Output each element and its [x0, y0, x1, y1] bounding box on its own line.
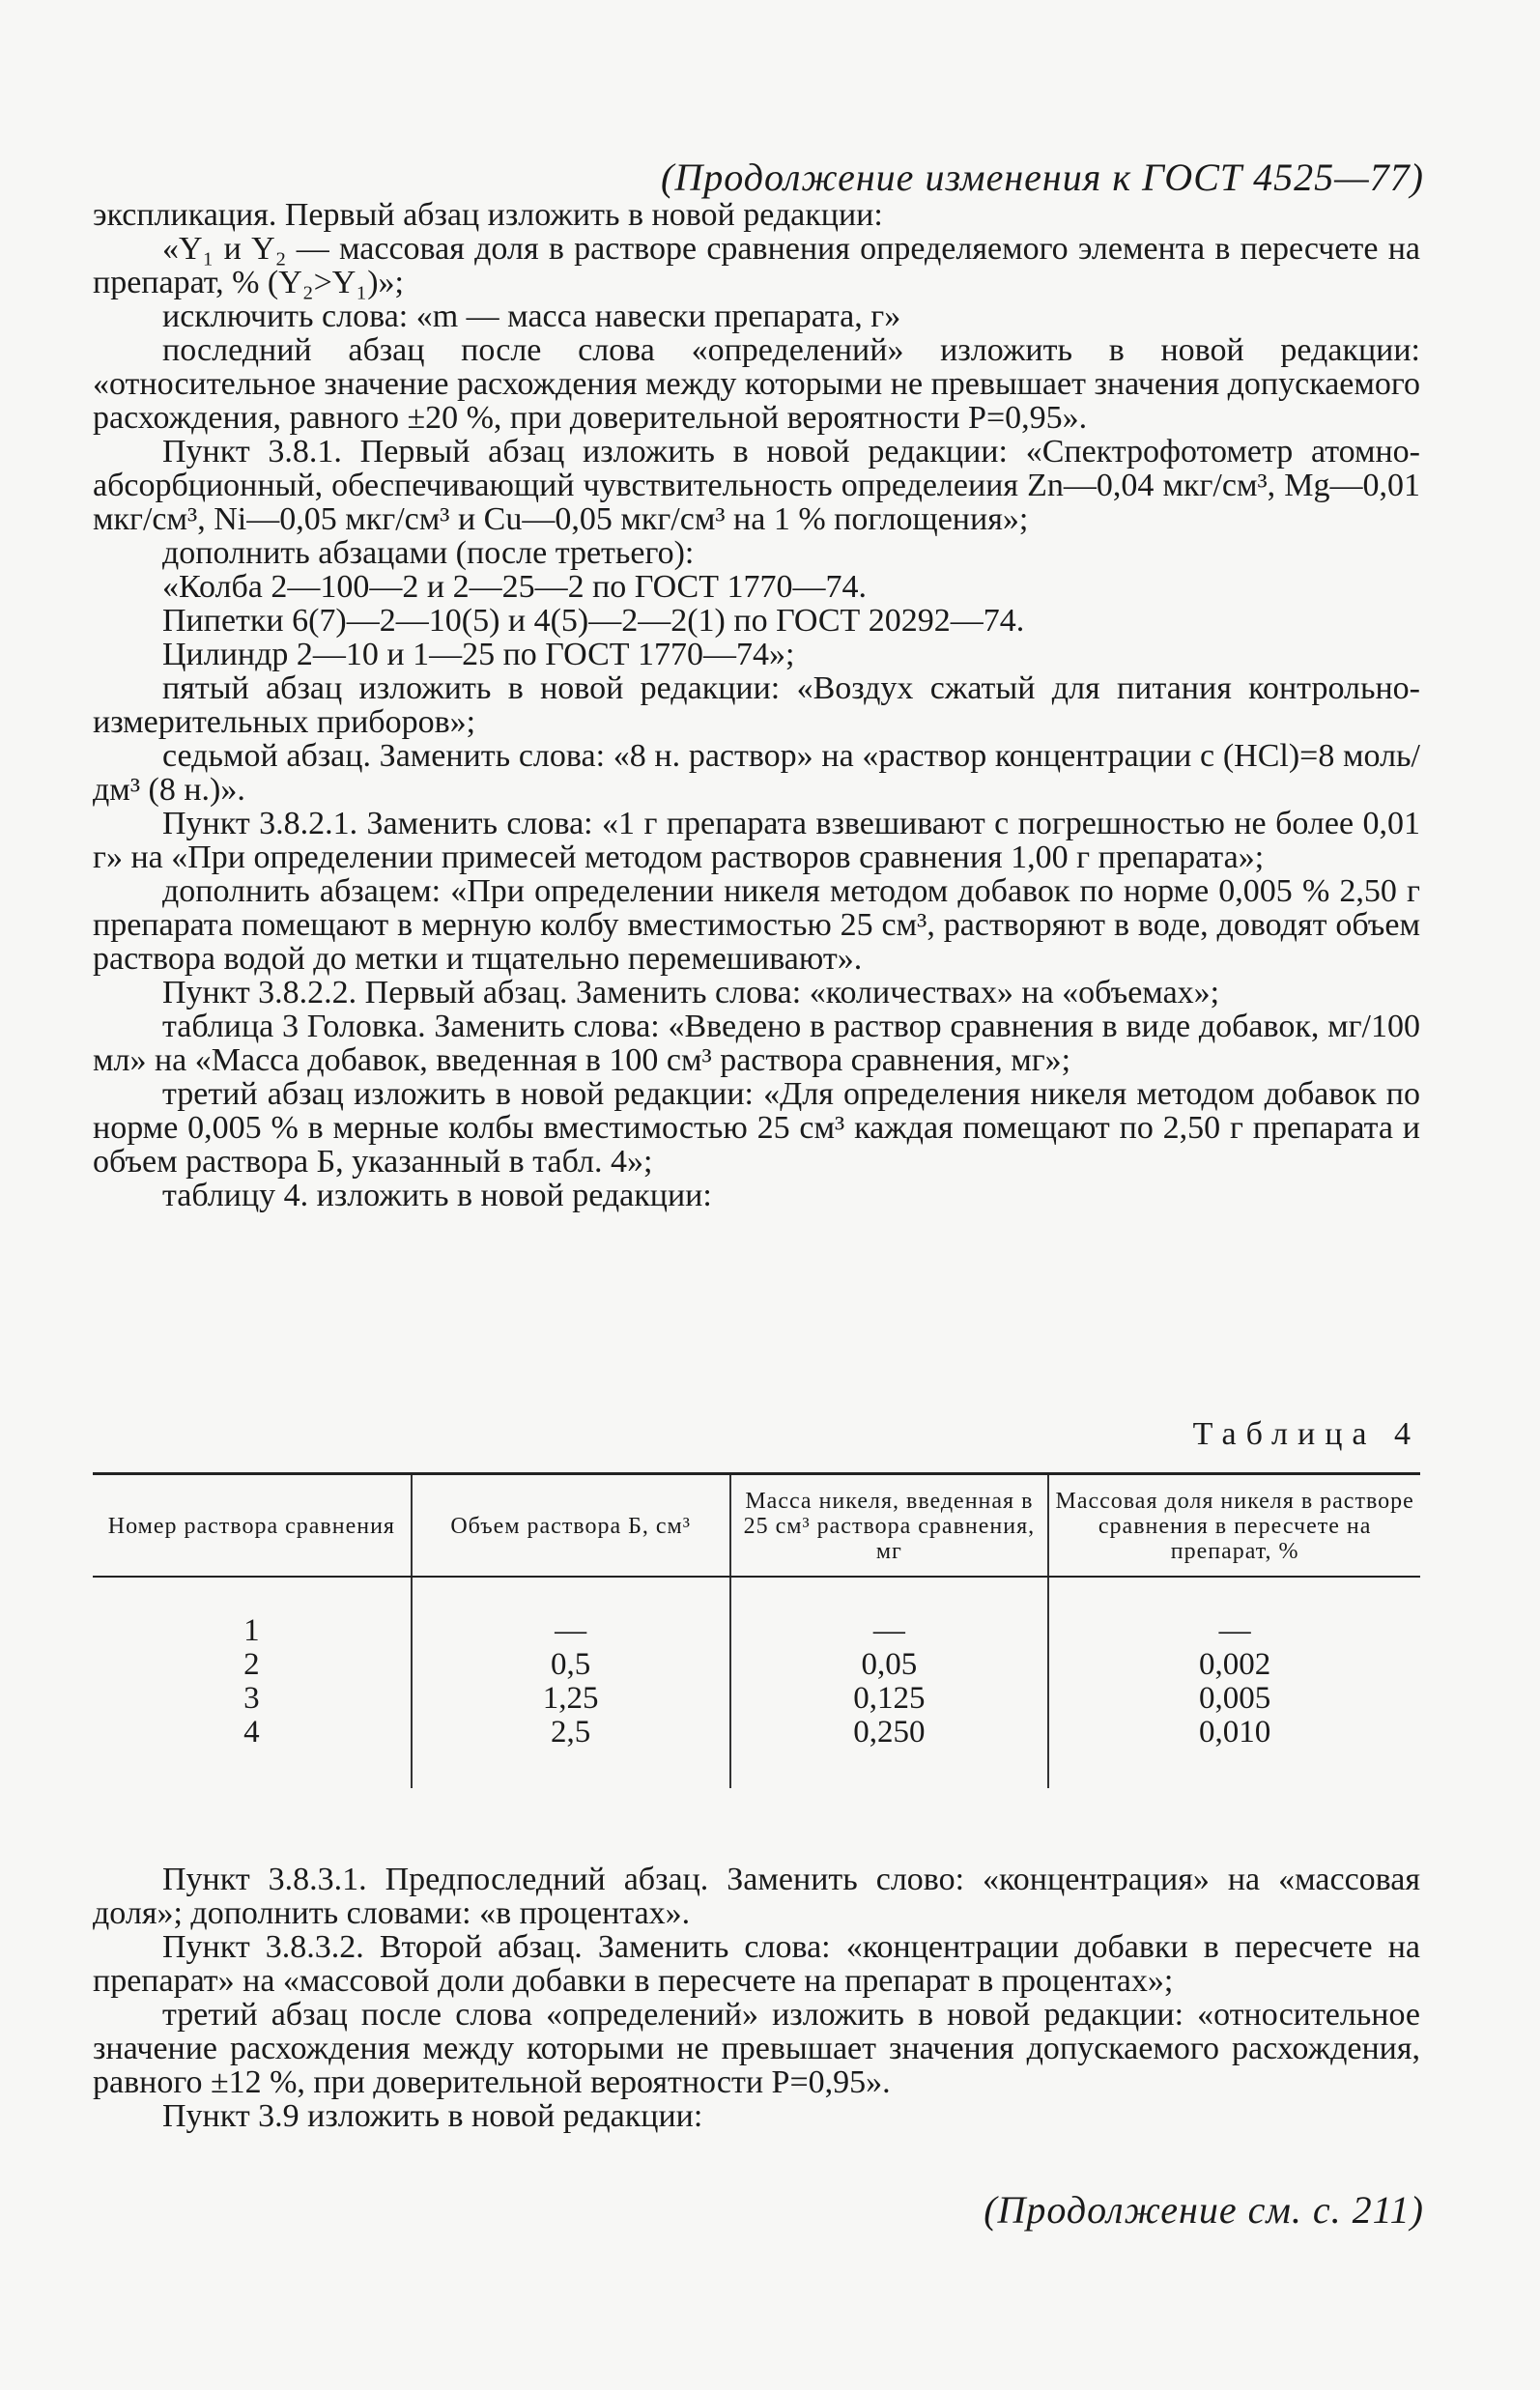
paragraph: таблица 3 Головка. Заменить слова: «Введено в раствор сравнения в виде добавок, мг/100 мл» на «Масса добавок, введенная в 100 см³ раствора сравнения, мг»; [93, 1009, 1420, 1078]
paragraph: третий абзац после слова «определений» изложить в новой редакции: «относительное значение расхождения между которыми не превышает значения допускаемого расхождения, равного ±12 %, при доверительной вероятности P=0,95». [93, 1997, 1420, 2100]
paragraph: Пункт 3.9 изложить в новой редакции: [162, 2098, 703, 2134]
table-row [93, 1716, 1420, 1788]
paragraph: последний абзац после слова «определений» изложить в новой редакции: «относительное значение расхождения между которыми не превышает значения допускаемого расхождения, равного ±20 %, при доверительной вероятности P=0,95». [93, 332, 1420, 436]
paragraph: третий абзац изложить в новой редакции: «Для определения никеля методом добавок по норме 0,005 % в мерные колбы вместимостью 25 см³ каждая помещают по 2,50 г препарата и объем раствора Б, указанный в табл. 4»; [93, 1076, 1420, 1180]
table-caption: Таблица 4 [1192, 1416, 1420, 1452]
paragraph: «Колба 2—100—2 и 2—25—2 по ГОСТ 1770—74. [162, 569, 868, 605]
table-cell: 1 [243, 1613, 260, 1648]
table-cell: 4 [243, 1715, 260, 1750]
paragraph: Цилиндр 2—10 и 1—25 по ГОСТ 1770—74»; [162, 637, 795, 672]
paragraph: Пипетки 6(7)—2—10(5) и 4(5)—2—2(1) по ГОСТ 20292—74. [162, 603, 1025, 639]
table-cell: 0,5 [412, 1648, 730, 1682]
body-text [93, 198, 1420, 1212]
after-table-text [93, 1863, 1420, 2133]
paragraph: седьмой абзац. Заменить слова: «8 н. раствор» на «раствор концентрации c (HCl)=8 моль/дм³ (8 н.)». [93, 738, 1420, 808]
table-cell: 2,5 [412, 1716, 730, 1788]
table-cell: — [730, 1577, 1049, 1648]
paragraph: дополнить абзацами (после третьего): [162, 535, 695, 571]
column-header: Объем раствора Б, см³ [412, 1474, 730, 1578]
paragraph: исключить слова: «m — масса навески препарата, г» [162, 299, 901, 334]
column-header: Номер раствора сравнения [93, 1474, 412, 1578]
table-4 [93, 1472, 1420, 1788]
running-header: (Продолжение изменения к ГОСТ 4525—77) [661, 156, 1424, 199]
paragraph: Пункт 3.8.2.1. Заменить слова: «1 г препарата взвешивают с погрешностью не более 0,01 г» на «При определении примесей методом растворов сравнения 1,00 г препарата»; [93, 806, 1420, 875]
paragraph: Пункт 3.8.3.2. Второй абзац. Заменить слова: «концентрации добавки в пересчете на препарат» на «массовой доли добавки в пересчете на препарат в процентах»; [93, 1929, 1420, 1999]
paragraph: экспликация. Первый абзац изложить в новой редакции: [93, 197, 883, 233]
table-cell: 0,002 [1048, 1648, 1420, 1682]
paragraph: дополнить абзацем: «При определении никеля методом добавок по норме 0,005 % 2,50 г препарата помещают в мерную колбу вместимостью 25 см³, растворяют в воде, доводят объем раствора водой до метки и тщательно перемешивают». [93, 873, 1420, 977]
table-cell: 0,010 [1048, 1716, 1420, 1788]
paragraph: Пункт 3.8.3.1. Предпоследний абзац. Заменить слово: «концентрация» на «массовая доля»; дополнить словами: «в процентах». [93, 1862, 1420, 1931]
column-header: Массовая доля никеля в растворе сравнения в пересчете на препарат, % [1048, 1474, 1420, 1578]
table-cell: 0,250 [730, 1716, 1049, 1788]
table-cell: — [1048, 1577, 1420, 1648]
table-cell: — [412, 1577, 730, 1648]
table-header-row [93, 1474, 1420, 1578]
paragraph: «Y₁ и Y₂ — массовая доля в растворе сравнения определяемого элемента в пересчете на препарат, % (Y₂>Y₁)»; [93, 231, 1420, 300]
continuation-note: (Продолжение см. с. 211) [984, 2188, 1424, 2232]
table-cell: 0,125 [730, 1682, 1049, 1716]
table-cell: 0,005 [1048, 1682, 1420, 1716]
data-table [93, 1472, 1420, 1788]
table-cell: 2 [243, 1647, 260, 1682]
table-cell: 0,05 [730, 1648, 1049, 1682]
table-row [93, 1682, 1420, 1716]
paragraph: Пункт 3.8.1. Первый абзац изложить в новой редакции: «Спектрофотометр атомно-абсорбционный, обеспечивающий чувствительность определеиия Zn—0,04 мкг/см³, Mg—0,01 мкг/см³, Ni—0,05 мкг/см³ и Cu—0,05 мкг/см³ на 1 % поглощения»; [93, 434, 1420, 537]
table-cell: 1,25 [412, 1682, 730, 1716]
paragraph: пятый абзац изложить в новой редакции: «Воздух сжатый для питания контрольно-измерительных приборов»; [93, 670, 1420, 740]
paragraph: таблицу 4. изложить в новой редакции: [162, 1178, 712, 1213]
table-cell: 3 [243, 1681, 260, 1716]
table-row [93, 1648, 1420, 1682]
paragraph: Пункт 3.8.2.2. Первый абзац. Заменить слова: «количествах» на «объемах»; [162, 975, 1220, 1010]
column-header: Масса никеля, введенная в 25 см³ раствора сравнения, мг [730, 1474, 1049, 1578]
table-row [93, 1577, 1420, 1648]
